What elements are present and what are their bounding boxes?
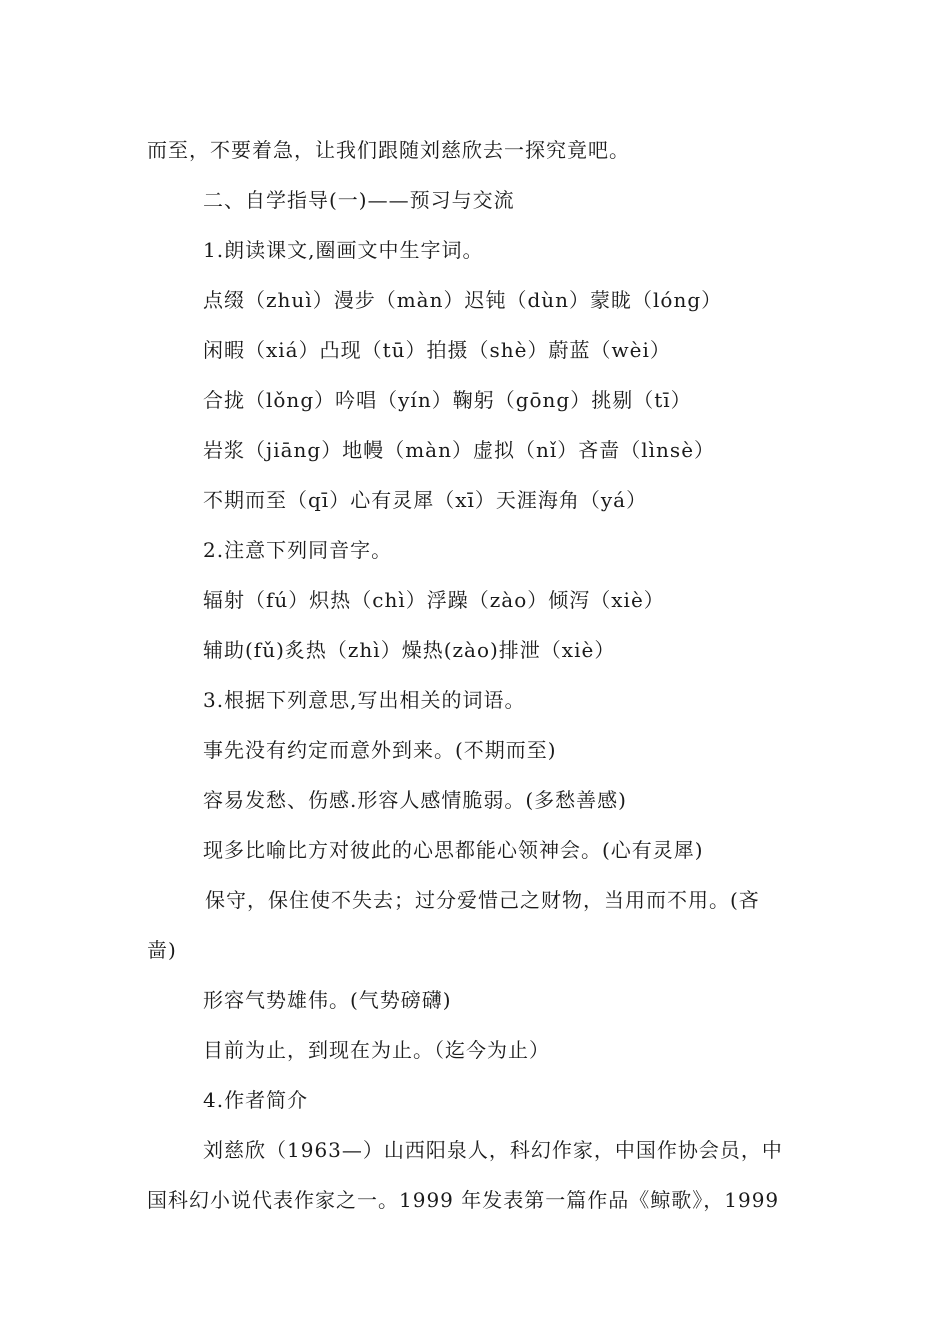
definition-line: 现多比喻比方对彼此的心思都能心领神会。(心有灵犀) — [203, 838, 704, 862]
vocab-line: 合拢（lǒng）吟唱（yín）鞠躬（gōng）挑剔（tī） — [203, 388, 692, 412]
vocab-line: 不期而至（qī）心有灵犀（xī）天涯海角（yá） — [203, 488, 648, 512]
item-heading: 1.朗读课文,圈画文中生字词。 — [203, 238, 484, 262]
definition-line: 形容气势雄伟。(气势磅礴) — [203, 988, 452, 1012]
item-heading: 3.根据下列意思,写出相关的词语。 — [203, 688, 526, 712]
definition-line: 目前为止，到现在为止。（迄今为止） — [203, 1038, 550, 1062]
vocab-line: 闲暇（xiá）凸现（tū）拍摄（shè）蔚蓝（wèi） — [203, 338, 671, 362]
definition-line: 容易发愁、伤感.形容人感情脆弱。(多愁善感) — [203, 788, 627, 812]
item-heading: 2.注意下列同音字。 — [203, 538, 393, 562]
section-heading: 二、自学指导(一)——预习与交流 — [203, 188, 515, 212]
author-bio-line: 刘慈欣（1963—）山西阳泉人，科幻作家，中国作协会员，中 — [203, 1138, 783, 1162]
item-heading: 4.作者简介 — [203, 1088, 309, 1112]
homophone-line: 辐射（fú）炽热（chì）浮躁（zào）倾泻（xiè） — [203, 588, 665, 612]
definition-line: 保守，保住使不失去；过分爱惜己之财物，当用而不用。(吝 — [205, 888, 760, 912]
homophone-line: 辅助(fǔ)炙热（zhì）燥热(zào)排泄（xiè） — [203, 638, 616, 662]
vocab-line: 岩浆（jiāng）地幔（màn）虚拟（nǐ）吝啬（lìnsè） — [203, 438, 716, 462]
author-bio-line: 国科幻小说代表作家之一。1999 年发表第一篇作品《鲸歌》，1999 — [147, 1188, 780, 1212]
definition-line: 事先没有约定而意外到来。(不期而至) — [203, 738, 557, 762]
vocab-line: 点缀（zhuì）漫步（màn）迟钝（dùn）蒙眬（lóng） — [203, 288, 723, 312]
text-line: 而至，不要着急，让我们跟随刘慈欣去一探究竟吧。 — [147, 138, 630, 162]
definition-line-continued: 啬) — [147, 938, 177, 962]
